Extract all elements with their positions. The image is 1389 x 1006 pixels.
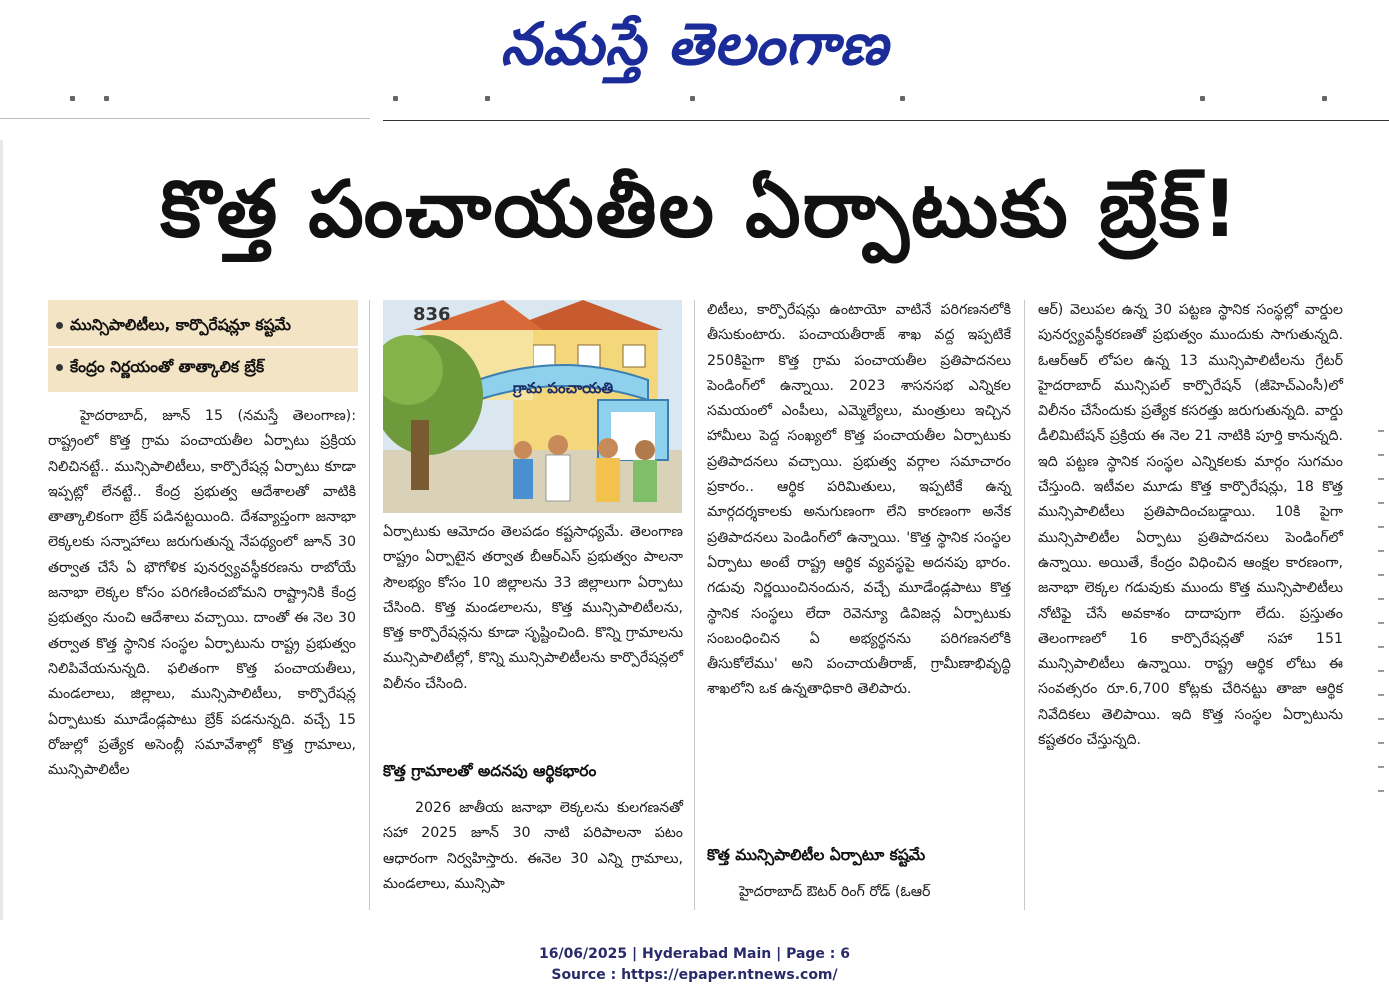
article-column-1 <box>48 404 356 783</box>
divider-right <box>383 120 1389 121</box>
paragraph: ఆర్) వెలుపల ఉన్న 30 పట్టణ స్థానిక సంస్థల్లో వార్డుల పునర్వ్యవస్థీకరణతో ప్రభుత్వం ముందుకు సాగుతున్నది. ఓఆర్ఆర్ లోపల ఉన్న 13 మున్సిపాలిటీలను గ్రేటర్ హైదరాబాద్ మున్సిపల్ కార్పొరేషన్ (జీహెచ్ఎంసీ)లో విలీనం చేసేందుకు ప్రత్యేక కసరత్తు జరుగుతున్నది. వార్డు డీలిమిటేషన్ ప్రక్రియ ఈ నెల 21 నాటికి పూర్తి కానున్నది. ఇది పట్టణ స్థానిక సంస్థల ఎన్నికలకు మార్గం సుగమం చేస్తుంది. ఇటీవల మూడు కొత్త కార్పొరేషన్లు, 18 కొత్త మున్సిపాలిటీలు ప్రతిపాదించబడ్డాయి. 10కి పైగా మున్సిపాలిటీల ఏర్పాటు ప్రతిపాదనలు పెండింగ్‌లో ఉన్నాయి. అయితే, కేంద్రం విధించిన ఆంక్షల కారణంగా, జనాభా లెక్కల గడువుకు ముందు కొత్త మున్సిపాలిటీలు నోటిఫై చేసే అవకాశం దాదాపుగా లేదు. ప్రస్తుతం తెలంగాణలో 16 కార్పొరేషన్లతో సహా 151 మున్సిపాలిటీలు ఉన్నాయి. రాష్ట్ర ఆర్థిక లోటు ఈ సంవత్సరం రూ.6,700 కోట్లకు చేరినట్టు తాజా ఆర్థిక నివేదికలు తెలిపాయి. ఇది కొత్త సంస్థల ఏర్పాటును కష్టతరం చేస్తున్నది. <box>1038 302 1343 749</box>
bullet-separator <box>48 346 358 348</box>
column-divider <box>694 300 695 910</box>
decorative-dots <box>60 96 1380 104</box>
article-column-4 <box>1038 298 1343 753</box>
subheading-2: కొత్త మున్సిపాలిటీల ఏర్పాటూ కష్టమే <box>707 846 926 864</box>
highlight-bullet-1 <box>56 316 291 338</box>
footer-dateline: 16/06/2025 | Hyderabad Main | Page : 6 <box>538 946 851 962</box>
divider-left <box>0 118 370 119</box>
bullet-text: మున్సిపాలిటీలు, కార్పొరేషన్లూ కష్టమే <box>70 316 291 334</box>
article-illustration <box>383 300 682 513</box>
bullet-text: కేంద్రం నిర్ణయంతో తాత్కాలిక బ్రేక్ <box>70 358 265 376</box>
signboard-text: గ్రామ పంచాయతి <box>512 379 614 397</box>
footer-source-link[interactable]: Source : https://epaper.ntnews.com/ <box>551 967 838 983</box>
article-column-2 <box>383 520 683 697</box>
page-edge <box>0 140 3 920</box>
highlight-box <box>48 300 358 392</box>
column-divider <box>369 300 370 910</box>
paragraph: ఏర్పాటుకు ఆమోదం తెలపడం కష్టసాధ్యమే. తెలంగాణ రాష్ట్రం ఏర్పాటైన తర్వాత బీఆర్ఎస్ ప్రభుత్వం పాలనా సౌలభ్యం కోసం 10 జిల్లాలను 33 జిల్లాలుగా ఏర్పాటు చేసింది. కొత్త మండలాలను, కొత్త మున్సిపాలిటీలను, కొత్త కార్పొరేషన్లను కూడా సృష్టించింది. కొన్ని గ్రామాలను మున్సిపాలిటీల్లో, కొన్ని మున్సిపాలిటీలను కార్పొరేషన్లలో విలీనం చేసింది. <box>383 524 683 692</box>
column-divider <box>1024 300 1025 910</box>
paragraph: లిటీలు, కార్పొరేషన్లు ఉంటాయో వాటినే పరిగణనలోకి తీసుకుంటారు. పంచాయతీరాజ్ శాఖ వద్ద ఇప్పటికే 250కిపైగా కొత్త గ్రామ పంచాయతీల ప్రతిపాదనలు పెండింగ్‌లో ఉన్నాయి. 2023 శాసనసభ ఎన్నికల సమయంలో ఎంపీలు, ఎమ్మెల్యేలు, మంత్రులు ఇచ్చిన హామీలు పెద్ద సంఖ్యలో కొత్త పంచాయతీల ఏర్పాటుకు ప్రతిపాదనలు వచ్చాయి. ప్రభుత్వ వర్గాల సమాచారం ప్రకారం.. ఆర్థిక పరిమితులు, ఇప్పటికే ఉన్న మార్గదర్శకాలకు అనుగుణంగా లేని కారణంగా అనేక ప్రతిపాదనలు పెండింగ్‌లో ఉన్నాయి. 'కొత్త స్థానిక సంస్థల ఏర్పాటు అంటే రాష్ట్ర ఆర్థిక వ్యవస్థపై అదనపు భారం. గడువు నిర్ణయించినందున, వచ్చే మూడేండ్లపాటు కొత్త స్థానిక సంస్థలు లేదా రెవెన్యూ డివిజన్ల ఏర్పాటుకు సంబంధించిన ఏ అభ్యర్థనను పరిగణనలోకి తీసుకోలేము' అని పంచాయతీరాజ్, గ్రామీణాభివృద్ధి శాఖలోని ఒక ఉన్నతాధికారి తెలిపారు. <box>707 302 1011 698</box>
bullet-icon <box>56 322 63 329</box>
paragraph: 2026 జాతీయ జనాభా లెక్కలను కులగణనతో సహా 2025 జూన్ 30 నాటి పరిపాలనా పటం ఆధారంగా నిర్వహిస్తారు. ఈనెల 30 ఎన్ని గ్రామాలు, మండలాలు, మున్సిపా <box>383 800 683 892</box>
subheading-1: కొత్త గ్రామాలతో అదనపు ఆర్థికభారం <box>383 762 597 780</box>
page-edge-marks <box>1378 430 1386 930</box>
paragraph: హైదరాబాద్ ఔటర్ రింగ్ రోడ్ (ఓఆర్ <box>739 884 931 900</box>
bullet-icon <box>56 364 63 371</box>
house-number: 836 <box>413 304 451 325</box>
headline: కొత్త పంచాయతీల ఏర్పాటుకు బ్రేక్! <box>160 165 1240 255</box>
footer <box>0 944 1389 986</box>
masthead <box>0 0 1389 90</box>
paragraph: హైదరాబాద్, జూన్ 15 (నమస్తే తెలంగాణ): రాష్ట్రంలో కొత్త గ్రామ పంచాయతీల ఏర్పాటు ప్రక్రియ నిలిచినట్టే.. మున్సిపాలిటీలు, కార్పొరేషన్ల ఏర్పాటు కూడా ఇప్పట్లో లేనట్టే.. కేంద్ర ప్రభుత్వ ఆదేశాలతో వాటికి తాత్కాలికంగా బ్రేక్ పడినట్టయింది. దేశవ్యాప్తంగా జనాభా లెక్కలకు సన్నాహాలు జరుగుతున్న నేపథ్యంలో జూన్ 30 తర్వాత చేసే ఏ భౌగోళిక పునర్వ్యవస్థీకరణను రాబోయే జనాభా లెక్కల కోసం పరిగణించబోమని రాష్ట్రానికి కేంద్ర ప్రభుత్వం నుంచి ఆదేశాలు వచ్చాయి. దాంతో ఈ నెల 30 తర్వాత కొత్త స్థానిక సంస్థల ఏర్పాటును రాష్ట్ర ప్రభుత్వం నిలిపివేయనున్నది. ఫలితంగా కొత్త పంచాయతీలు, మండలాలు, జిల్లాలు, మున్సిపాలిటీలు, కార్పొరేషన్ల ఏర్పాటుకు మూడేండ్లపాటు బ్రేక్ పడనున్నది. వచ్చే 15 రోజుల్లో ప్రత్యేక అసెంబ్లీ సమావేశాల్లో కొత్త గ్రామాలు, మున్సిపాలిటీల <box>48 408 356 779</box>
article-column-3-continued <box>707 880 1011 905</box>
article-column-3 <box>707 298 1011 703</box>
highlight-bullet-2 <box>56 358 264 380</box>
panchayat-office-illustration <box>383 300 682 513</box>
article-column-2-continued <box>383 796 683 897</box>
newspaper-logo: నమస్తే తెలంగాణ <box>500 10 889 78</box>
